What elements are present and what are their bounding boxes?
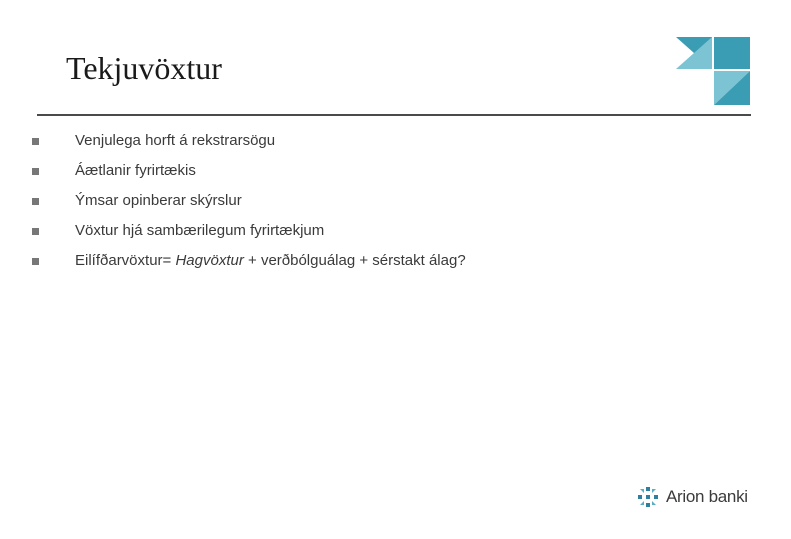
- bullet-text: Ýmsar opinberar skýrslur: [75, 192, 242, 209]
- bullet-text: Áætlanir fyrirtækis: [75, 162, 196, 179]
- brand-name: Arion banki: [666, 487, 748, 506]
- bullet-item: [32, 158, 466, 188]
- bullet-text: Venjulega horft á rekstrarsögu: [75, 132, 276, 149]
- page-title: Tekjuvöxtur: [66, 50, 222, 86]
- square-bullet-icon: [32, 198, 39, 205]
- bullet-list: [32, 128, 466, 278]
- bullet-text-emphasis: Hagvöxtur: [175, 252, 244, 269]
- bullet-text: Vöxtur hjá sambærilegum fyrirtækjum: [75, 222, 325, 239]
- bullet-item: [32, 188, 466, 218]
- square-bullet-icon: [32, 138, 39, 145]
- bullet-item: [32, 218, 466, 248]
- square-bullet-icon: [32, 258, 39, 265]
- bullet-item: [32, 128, 466, 158]
- bullet-text-suffix: + verðbólguálag + sérstakt álag?: [243, 252, 466, 269]
- square-bullet-icon: [32, 168, 39, 175]
- arion-star-icon: [636, 485, 660, 509]
- geometric-triangles-icon: [674, 35, 752, 107]
- bullet-item: [32, 248, 466, 278]
- brand-logo: [636, 484, 748, 510]
- title-divider: [37, 114, 751, 116]
- bullet-text-prefix: Eilífðarvöxtur=: [75, 252, 176, 269]
- square-bullet-icon: [32, 228, 39, 235]
